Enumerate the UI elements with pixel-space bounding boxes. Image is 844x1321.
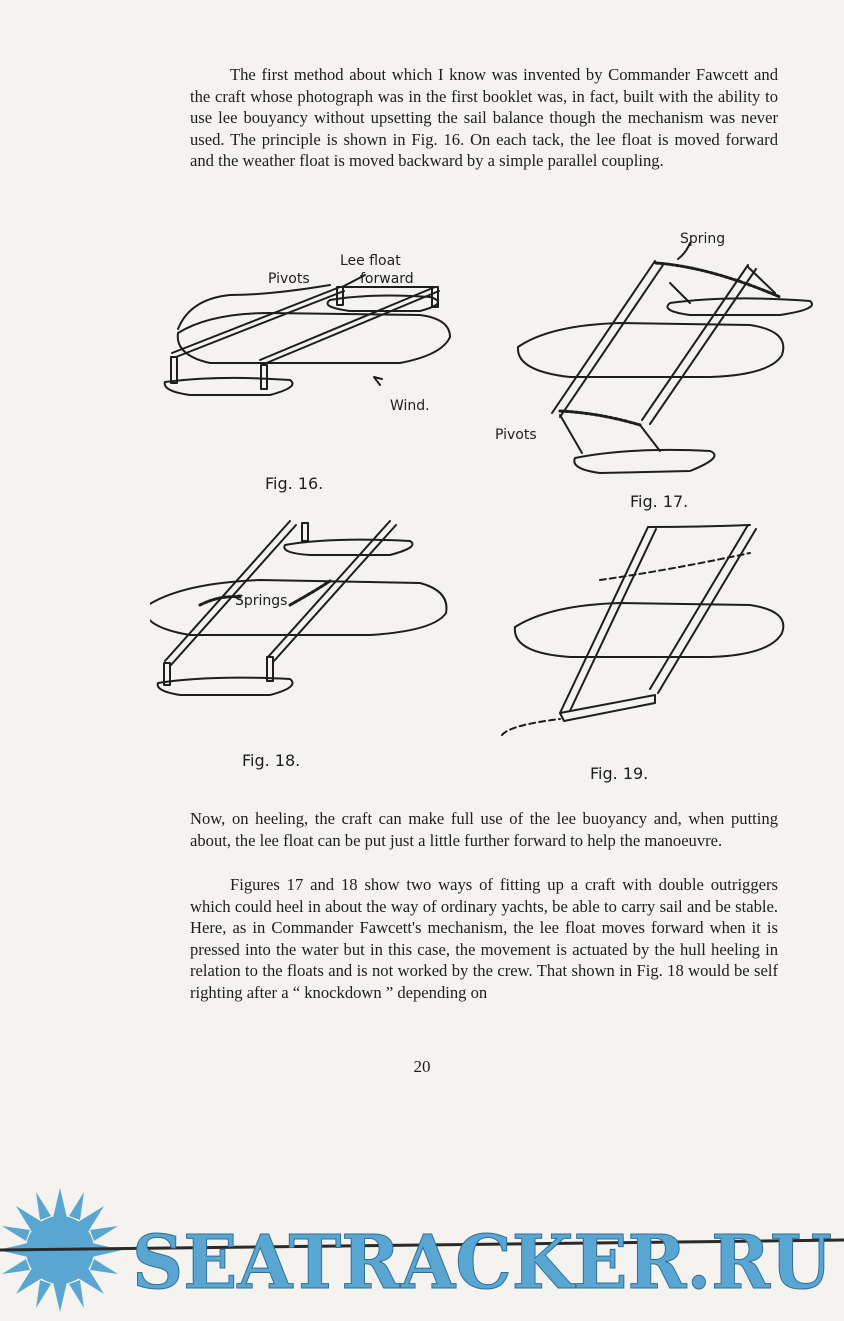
figure-19 (502, 525, 783, 783)
figure-18 (150, 521, 446, 770)
fig18-label-springs: Springs (235, 593, 288, 609)
fig17-hull (518, 323, 783, 377)
fig17-caption: Fig. 17. (630, 492, 689, 511)
fig17-label-pivots: Pivots (495, 427, 537, 443)
fig19-hull (515, 603, 783, 657)
paragraph-heeling: Now, on heeling, the craft can make full use of the lee buoyancy and, when putting about, the lee float can be put just a little further forward to help the manoeuvre. (190, 809, 778, 850)
fig17-label-spring: Spring (680, 231, 726, 247)
paragraph-intro: The first method about which I know was invented by Commander Fawcett and the craft whose photograph was in the first booklet was, in fact, built with the ability to use lee bouyancy without upsetting the sail balance though the mechanism was never used. The principle is shown in Fig. 16. On each tack, the lee float is moved forward and the weather float is moved backward by a simple parallel coupling. (190, 65, 778, 170)
fig18-caption: Fig. 18. (242, 751, 301, 770)
fig19-float-lower-dashed (502, 719, 560, 735)
fig16-label-wind: Wind. (390, 398, 430, 414)
fig16-caption: Fig. 16. (265, 474, 324, 493)
watermark (0, 1188, 844, 1316)
figure-17 (495, 231, 812, 511)
watermark-text: SEATRACKER.RU (132, 1220, 832, 1306)
page-number: 20 (413, 1057, 431, 1076)
fig19-caption: Fig. 19. (590, 764, 649, 783)
paragraph-figures-17-18: Figures 17 and 18 show two ways of fitting up a craft with double outriggers which could heel in about the way of ordinary yachts, be able to carry sail and be stable. Here, as in Commander Fawcett's mechanism, the lee float moves forward when it is pressed into the water but in this case, the movement is actuated by the hull heeling in relation to the floats and is not worked by the crew. That shown in Fig. 18 would be self righting after a “ knockdown ” depending on (190, 875, 778, 1002)
figures-16-to-19 (150, 225, 830, 800)
fig16-label-pivots: Pivots (268, 271, 310, 287)
fig16-label-lee-float: Lee float (340, 253, 401, 269)
fig16-label-forward: forward (360, 271, 414, 287)
fig17-float-lower (574, 450, 714, 473)
figure-16 (165, 253, 450, 493)
fig16-float-lee (165, 378, 293, 395)
